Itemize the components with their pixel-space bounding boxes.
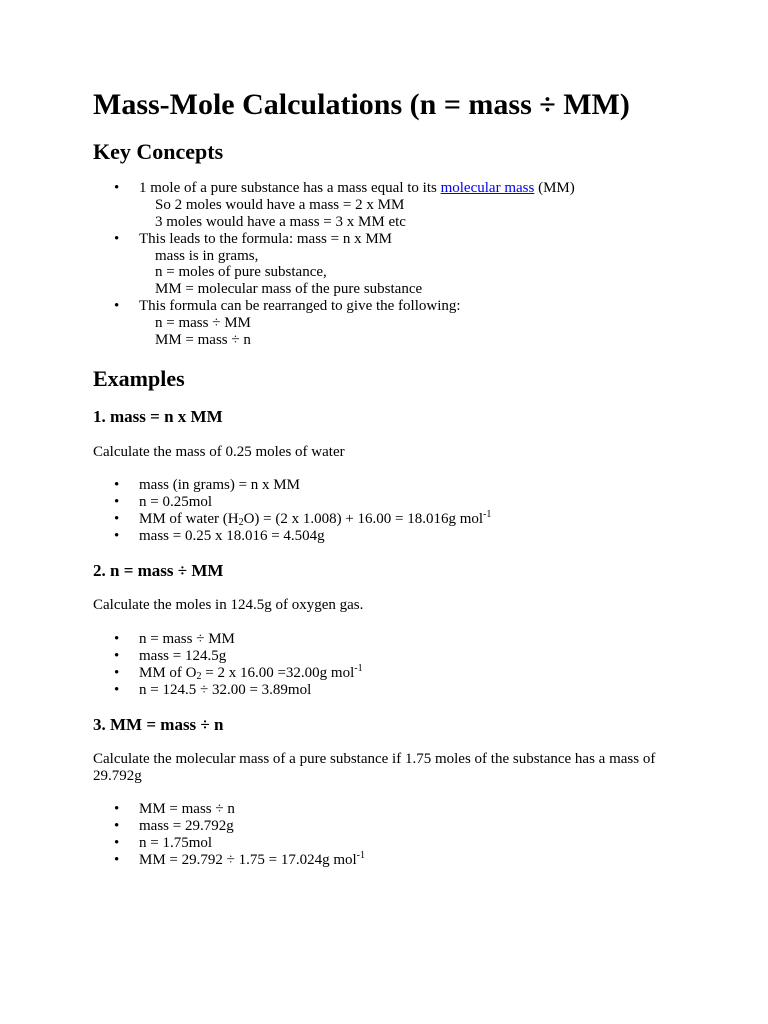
key-concept-3-line-2: n = mass ÷ MM (155, 315, 251, 331)
bullet-marker: • (114, 494, 120, 510)
example-3-heading: 3. MM = mass ÷ n (93, 715, 224, 734)
page-title: Mass-Mole Calculations (n = mass ÷ MM) (93, 88, 630, 121)
example-1-step-3-part-a: MM of water (H (139, 511, 239, 527)
bullet-marker: • (114, 665, 120, 681)
bullet-marker: • (114, 682, 120, 698)
key-concept-1 (139, 180, 575, 197)
bullet-marker: • (114, 818, 120, 834)
bullet-marker: • (114, 631, 120, 647)
example-3-step-1: MM = mass ÷ n (139, 801, 235, 817)
example-1-question: Calculate the mass of 0.25 moles of water (93, 444, 345, 460)
examples-heading: Examples (93, 366, 185, 391)
key-concept-1-text: 1 mole of a pure substance has a mass equal to its (139, 180, 441, 196)
example-1-heading: 1. mass = n x MM (93, 407, 223, 426)
key-concept-1-line-2: So 2 moles would have a mass = 2 x MM (155, 197, 405, 213)
example-1-step-2: n = 0.25mol (139, 494, 213, 510)
bullet-marker: • (114, 852, 120, 868)
example-1-step-4: mass = 0.25 x 18.016 = 4.504g (139, 528, 325, 544)
bullet-marker: • (114, 528, 120, 544)
superscript: -1 (483, 509, 492, 520)
bullet-marker: • (114, 648, 120, 664)
example-2-step-3-part-a: MM of O (139, 665, 197, 681)
example-3-step-4-text: MM = 29.792 ÷ 1.75 = 17.024g mol (139, 852, 357, 868)
example-2-step-2: mass = 124.5g (139, 648, 227, 664)
molecular-mass-link[interactable]: molecular mass (440, 180, 535, 196)
key-concept-1-line-3: 3 moles would have a mass = 3 x MM etc (155, 214, 406, 230)
bullet-marker: • (114, 477, 120, 493)
bullet-marker: • (114, 835, 120, 851)
example-2-question: Calculate the moles in 124.5g of oxygen gas. (93, 597, 364, 613)
key-concept-1-suffix: (MM) (534, 180, 575, 196)
example-3-step-4 (139, 852, 365, 869)
key-concept-2-line-2: mass is in grams, (155, 248, 259, 264)
example-1-step-3 (139, 511, 491, 528)
key-concept-2: This leads to the formula: mass = n x MM (139, 231, 393, 247)
bullet-marker: • (114, 298, 120, 314)
bullet-marker: • (114, 511, 120, 527)
example-2-step-3-part-b: = 2 x 16.00 =32.00g mol (201, 665, 355, 681)
superscript: -1 (356, 850, 366, 861)
example-3-question: Calculate the molecular mass of a pure substance if 1.75 moles of the substance has a mass of 29.792g (93, 751, 656, 784)
example-2-heading: 2. n = mass ÷ MM (93, 561, 224, 580)
subscript: 2 (196, 671, 202, 682)
bullet-marker: • (114, 801, 120, 817)
key-concept-2-line-3: n = moles of pure substance, (155, 264, 327, 280)
example-2-step-4: n = 124.5 ÷ 32.00 = 3.89mol (139, 682, 312, 698)
example-3-step-2: mass = 29.792g (139, 818, 234, 834)
example-3-step-3: n = 1.75mol (139, 835, 213, 851)
bullet-marker: • (114, 180, 120, 196)
key-concept-3-line-3: MM = mass ÷ n (155, 332, 251, 348)
example-2-step-1: n = mass ÷ MM (139, 631, 235, 647)
bullet-marker: • (114, 231, 120, 247)
example-1-step-3-part-b: O) = (2 x 1.008) + 16.00 = 18.016g mol (243, 511, 484, 527)
key-concept-3: This formula can be rearranged to give the following: (139, 298, 461, 314)
example-1-step-1: mass (in grams) = n x MM (139, 477, 300, 493)
superscript: -1 (354, 663, 363, 674)
subscript: 2 (238, 517, 244, 528)
key-concept-2-line-4: MM = molecular mass of the pure substance (155, 281, 423, 297)
key-concepts-heading: Key Concepts (93, 139, 224, 164)
example-2-step-3 (139, 665, 363, 682)
